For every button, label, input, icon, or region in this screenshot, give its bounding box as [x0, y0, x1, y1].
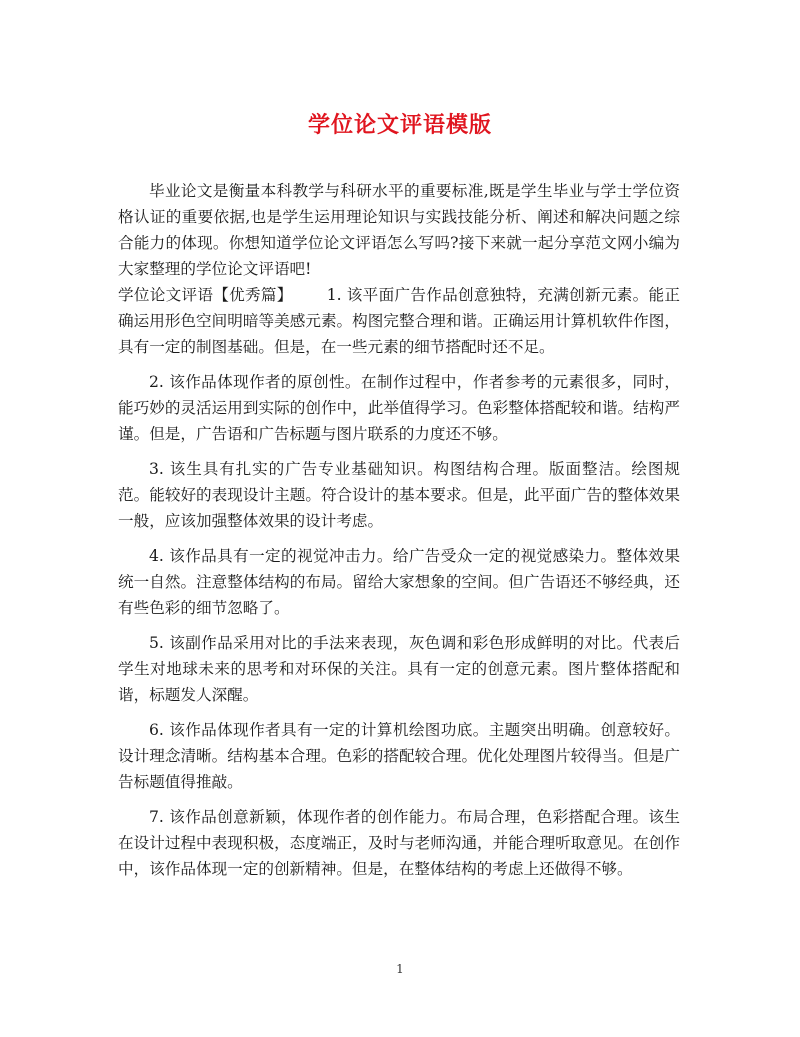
- comment-item-2: 2. 该作品体现作者的原创性。在制作过程中，作者参考的元素很多，同时，能巧妙的灵活运用到实际的创作中，此举值得学习。色彩整体搭配较和谐。结构严谨。但是，广告语和广告标题与图片联系的力度还不够。: [118, 373, 680, 443]
- document-body: [118, 178, 680, 882]
- comment-item-1: 1. 该平面广告作品创意独特，充满创新元素。能正确运用形色空间明暗等美感元素。构图完整合理和谐。正确运用计算机软件作图，具有一定的制图基础。但是，在一些元素的细节搭配时还不足。: [118, 286, 680, 356]
- comment-item-4: 4. 该作品具有一定的视觉冲击力。给广告受众一定的视觉感染力。整体效果统一自然。注意整体结构的布局。留给大家想象的空间。但广告语还不够经典，还有些色彩的细节忽略了。: [118, 547, 680, 617]
- comment-item-3: 3. 该生具有扎实的广告专业基础知识。构图结构合理。版面整洁。绘图规范。能较好的表现设计主题。符合设计的基本要求。但是，此平面广告的整体效果一般，应该加强整体效果的设计考虑。: [118, 460, 680, 530]
- page-number: 1: [396, 962, 404, 976]
- comment-item-6: 6. 该作品体现作者具有一定的计算机绘图功底。主题突出明确。创意较好。设计理念清晰。结构基本合理。色彩的搭配较合理。优化处理图片较得当。但是广告标题值得推敲。: [118, 721, 680, 791]
- section-first-item: [118, 282, 680, 360]
- intro-paragraph: 毕业论文是衡量本科教学与科研水平的重要标准,既是学生毕业与学士学位资格认证的重要依据,也是学生运用理论知识与实践技能分析、阐述和解决问题之综合能力的体现。你想知道学位论文评语怎么写吗?接下来就一起分享范文网小编为大家整理的学位论文评语吧!: [118, 182, 680, 278]
- document-title: 学位论文评语模版: [307, 112, 492, 138]
- section-heading: 学位论文评语【优秀篇】: [118, 286, 293, 304]
- comment-item-7: 7. 该作品创意新颖，体现作者的创作能力。布局合理，色彩搭配合理。该生在设计过程中表现积极，态度端正，及时与老师沟通，并能合理听取意见。在创作中，该作品体现一定的创新精神。但是，在整体结构的考虑上还做得不够。: [118, 808, 680, 878]
- comment-item-5: 5. 该副作品采用对比的手法来表现，灰色调和彩色形成鲜明的对比。代表后学生对地球未来的思考和对环保的关注。具有一定的创意元素。图片整体搭配和谐，标题发人深醒。: [118, 634, 680, 704]
